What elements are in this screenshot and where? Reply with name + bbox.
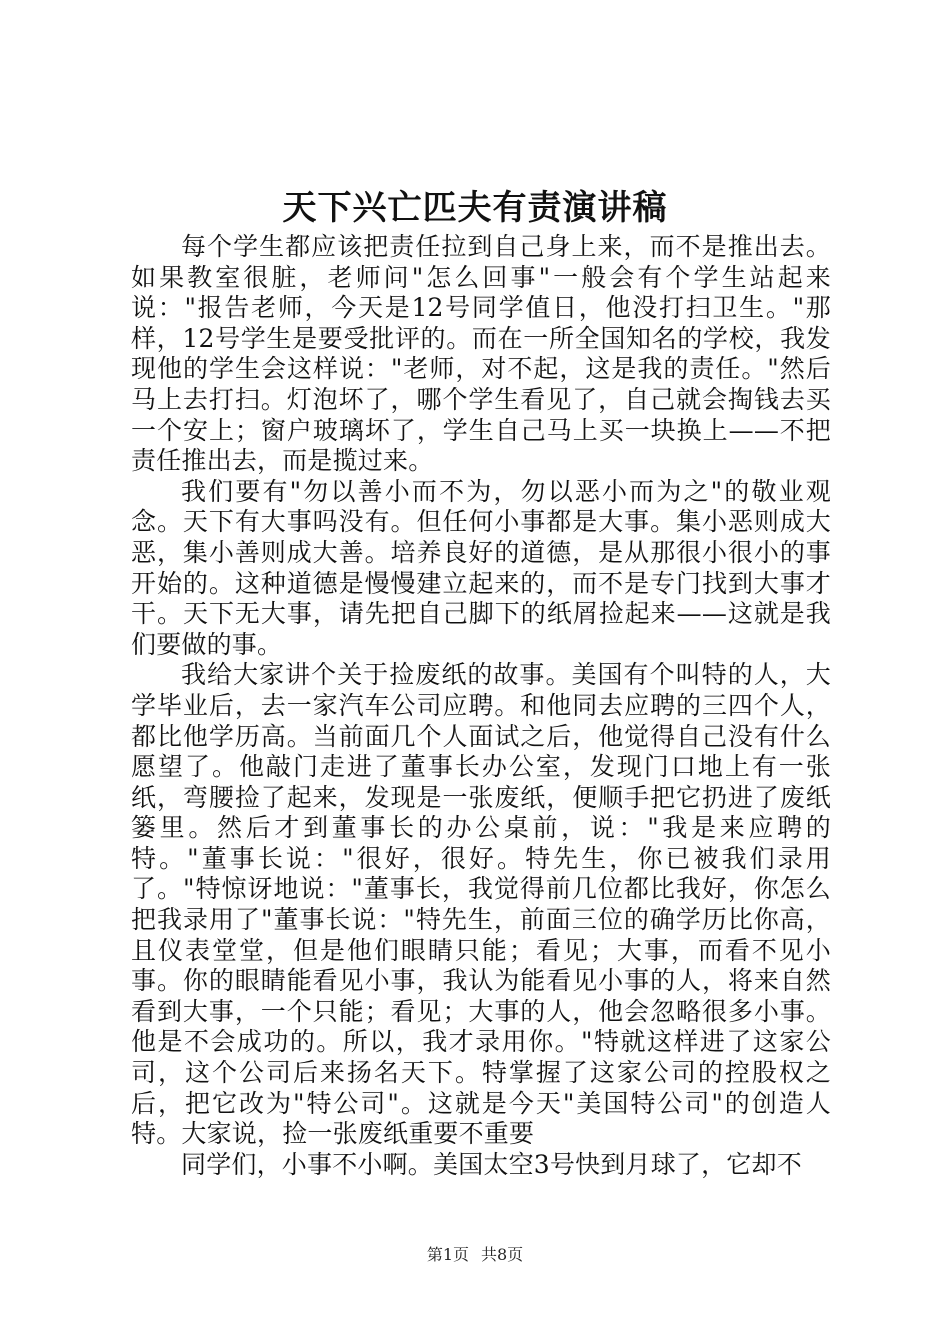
paragraph-wastepaper-story: 我给大家讲个关于捡废纸的故事。美国有个叫特的人，大学毕业后，去一家汽车公司应聘。和他同去应聘的三四个人，都比他学历高。当前面几个人面试之后，他觉得自己没有什么愿望了。他敲门走进了董事长办公室，发现门口地上有一张纸，弯腰捡了起来，发现是一张废纸，便顺手把它扔进了废纸篓里。然后才到董事长的办公桌前，说："我是来应聘的特。"董事长说："很好，很好。特先生，你已被我们录用了。"特惊讶地说："董事长，我觉得前几位都比我好，你怎么把我录用了"董事长说："特先生，前面三位的确学历比你高，且仪表堂堂，但是他们眼睛只能；看见；大事，而看不见小事。你的眼睛能看见小事，我认为能看见小事的人，将来自然看到大事，一个只能；看见；大事的人，他会忽略很多小事。他是不会成功的。所以，我才录用你。"特就这样进了这家公司，这个公司后来扬名天下。特掌握了这家公司的控股权之后，把它改为"特公司"。这就是今天"美国特公司"的创造人特。大家说，捡一张废纸重要不重要 <box>131 660 831 1149</box>
page-number: 第1页 <box>426 1245 469 1264</box>
paragraph-responsibility: 每个学生都应该把责任拉到自己身上来，而不是推出去。如果教室很脏，老师问"怎么回事"一般会有个学生站起来说："报告老师，今天是12号同学值日，他没打扫卫生。"那样，12号学生是要受批评的。而在一所全国知名的学校，我发现他的学生会这样说："老师，对不起，这是我的责任。"然后马上去打扫。灯泡坏了，哪个学生看见了，自己就会掏钱去买一个安上；窗户玻璃坏了，学生自己马上买一块换上——不把责任推出去，而是揽过来。 <box>131 232 831 476</box>
paragraph-small-deeds: 我们要有"勿以善小而不为，勿以恶小而为之"的敬业观念。天下有大事吗没有。但任何小事都是大事。集小恶则成大恶，集小善则成大善。培养良好的道德，是从那很小很小的事开始的。这种道德是慢慢建立起来的，而不是专门找到大事才干。天下无大事，请先把自己脚下的纸屑捡起来——这就是我们要做的事。 <box>131 476 831 659</box>
document-body <box>131 232 831 1180</box>
page-total: 共8页 <box>481 1245 524 1264</box>
paragraph-apollo: 同学们，小事不小啊。美国太空3号快到月球了，它却不 <box>181 1149 802 1179</box>
document-title: 天下兴亡匹夫有责演讲稿 <box>282 188 668 228</box>
page-footer <box>0 1244 950 1266</box>
